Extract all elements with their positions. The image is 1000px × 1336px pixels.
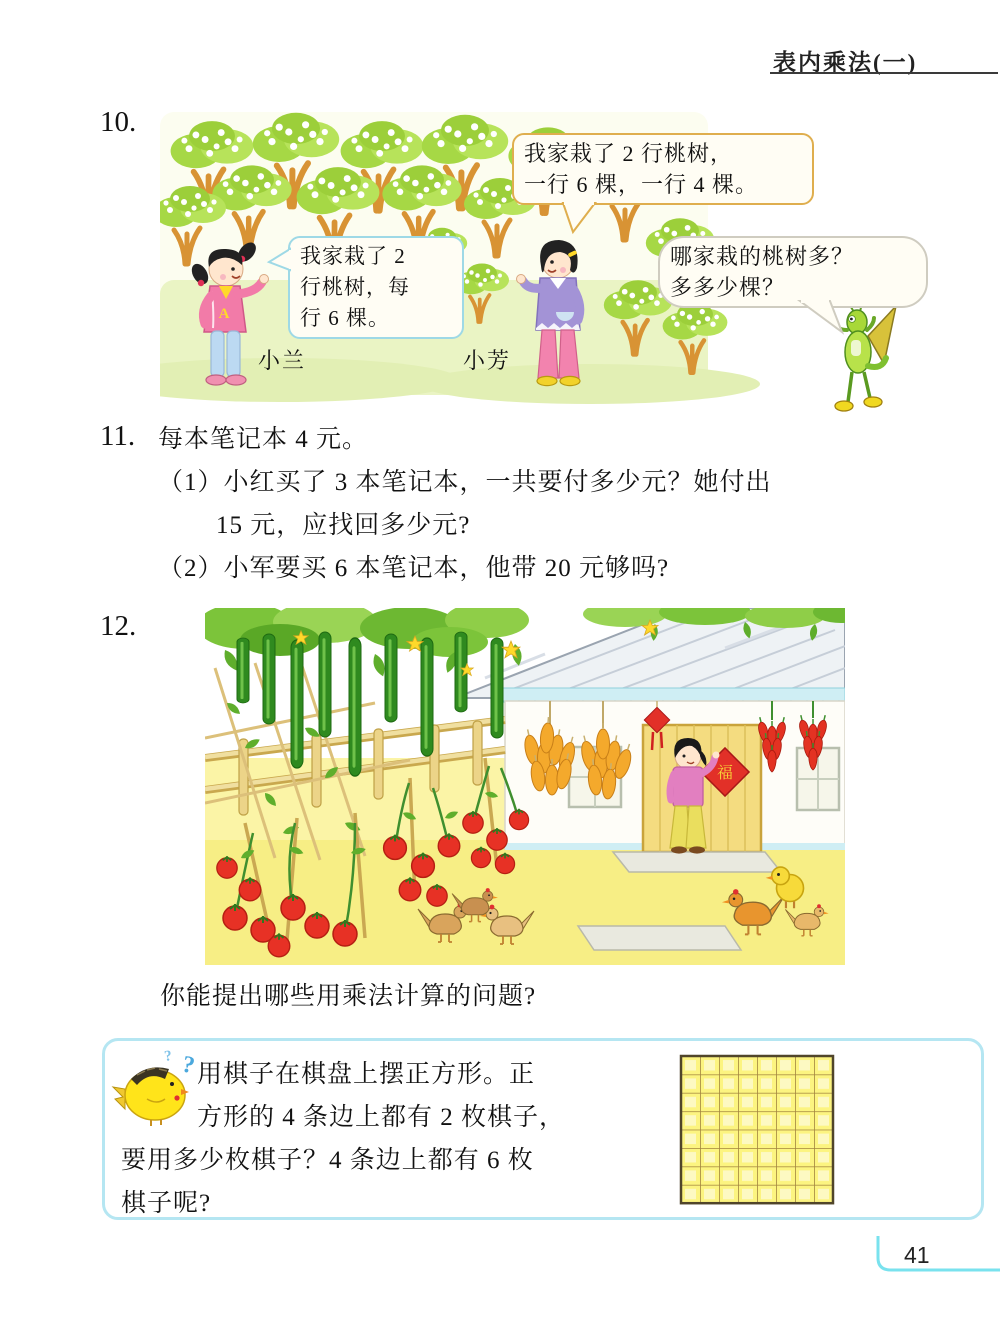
practice-box bbox=[102, 1038, 984, 1220]
problem11-intro: 每本笔记本 4 元。 bbox=[158, 426, 369, 453]
stone-slab bbox=[613, 852, 781, 872]
bubble-tail bbox=[266, 246, 292, 274]
chick-mascot-icon bbox=[111, 1045, 203, 1137]
question-mark-icon: ? bbox=[179, 1051, 197, 1080]
bubble-xiaolan-line2: 行桃树，每 bbox=[300, 275, 410, 299]
page-number: 41 bbox=[904, 1242, 930, 1268]
label-xiaofang: 小芳 bbox=[463, 348, 512, 373]
practice-line-4: 棋子呢? bbox=[121, 1190, 212, 1217]
bubble-cricket-line1: 哪家栽的桃树多？ bbox=[670, 244, 855, 269]
speech-bubble-xiaolan bbox=[288, 236, 464, 339]
problem11-part1-line1: （1）小红买了 3 本笔记本，一共要付多少元？她付出 bbox=[158, 469, 772, 496]
problem11-number: 11. bbox=[100, 420, 136, 452]
header-rule bbox=[770, 72, 998, 74]
problem11-part2: （2）小军要买 6 本笔记本，他带 20 元够吗? bbox=[158, 555, 670, 582]
label-xiaolan: 小兰 bbox=[258, 348, 307, 373]
question-mark-icon: ? bbox=[163, 1048, 173, 1065]
practice-line-2: 方形的 4 条边上都有 2 枚棋子， bbox=[197, 1104, 566, 1131]
practice-line-3: 要用多少枚棋子？4 条边上都有 6 枚 bbox=[121, 1147, 534, 1174]
farmyard-illustration bbox=[205, 608, 845, 965]
bubble-xiaofang-line2: 一行 6 棵，一行 4 棵。 bbox=[524, 172, 759, 197]
chessboard-grid bbox=[679, 1054, 837, 1207]
bubble-cricket-line2: 多多少棵？ bbox=[670, 275, 786, 300]
problem12-number: 12. bbox=[100, 610, 137, 642]
speech-bubble-xiaofang bbox=[512, 133, 814, 205]
bubble-xiaolan-line1: 我家栽了 2 bbox=[300, 244, 406, 268]
bubble-tail bbox=[792, 300, 848, 336]
practice-line-1: 用棋子在棋盘上摆正方形。正 bbox=[197, 1061, 536, 1088]
bubble-xiaolan-line3: 行 6 棵。 bbox=[300, 306, 390, 330]
stone-slab bbox=[578, 926, 741, 950]
bubble-xiaofang-line1: 我家栽了 2 行桃树， bbox=[524, 141, 734, 166]
page-header-title: 表内乘法(一) bbox=[773, 50, 918, 75]
fu-character: 福 bbox=[716, 765, 734, 782]
problem12-question: 你能提出哪些用乘法计算的问题? bbox=[160, 983, 537, 1010]
problem11-part1-line2: 15 元，应找回多少元? bbox=[216, 512, 471, 539]
bubble-tail bbox=[555, 202, 603, 236]
jacket-letter: A bbox=[218, 306, 230, 322]
speech-bubble-cricket bbox=[658, 236, 928, 308]
problem10-number: 10. bbox=[100, 106, 137, 138]
